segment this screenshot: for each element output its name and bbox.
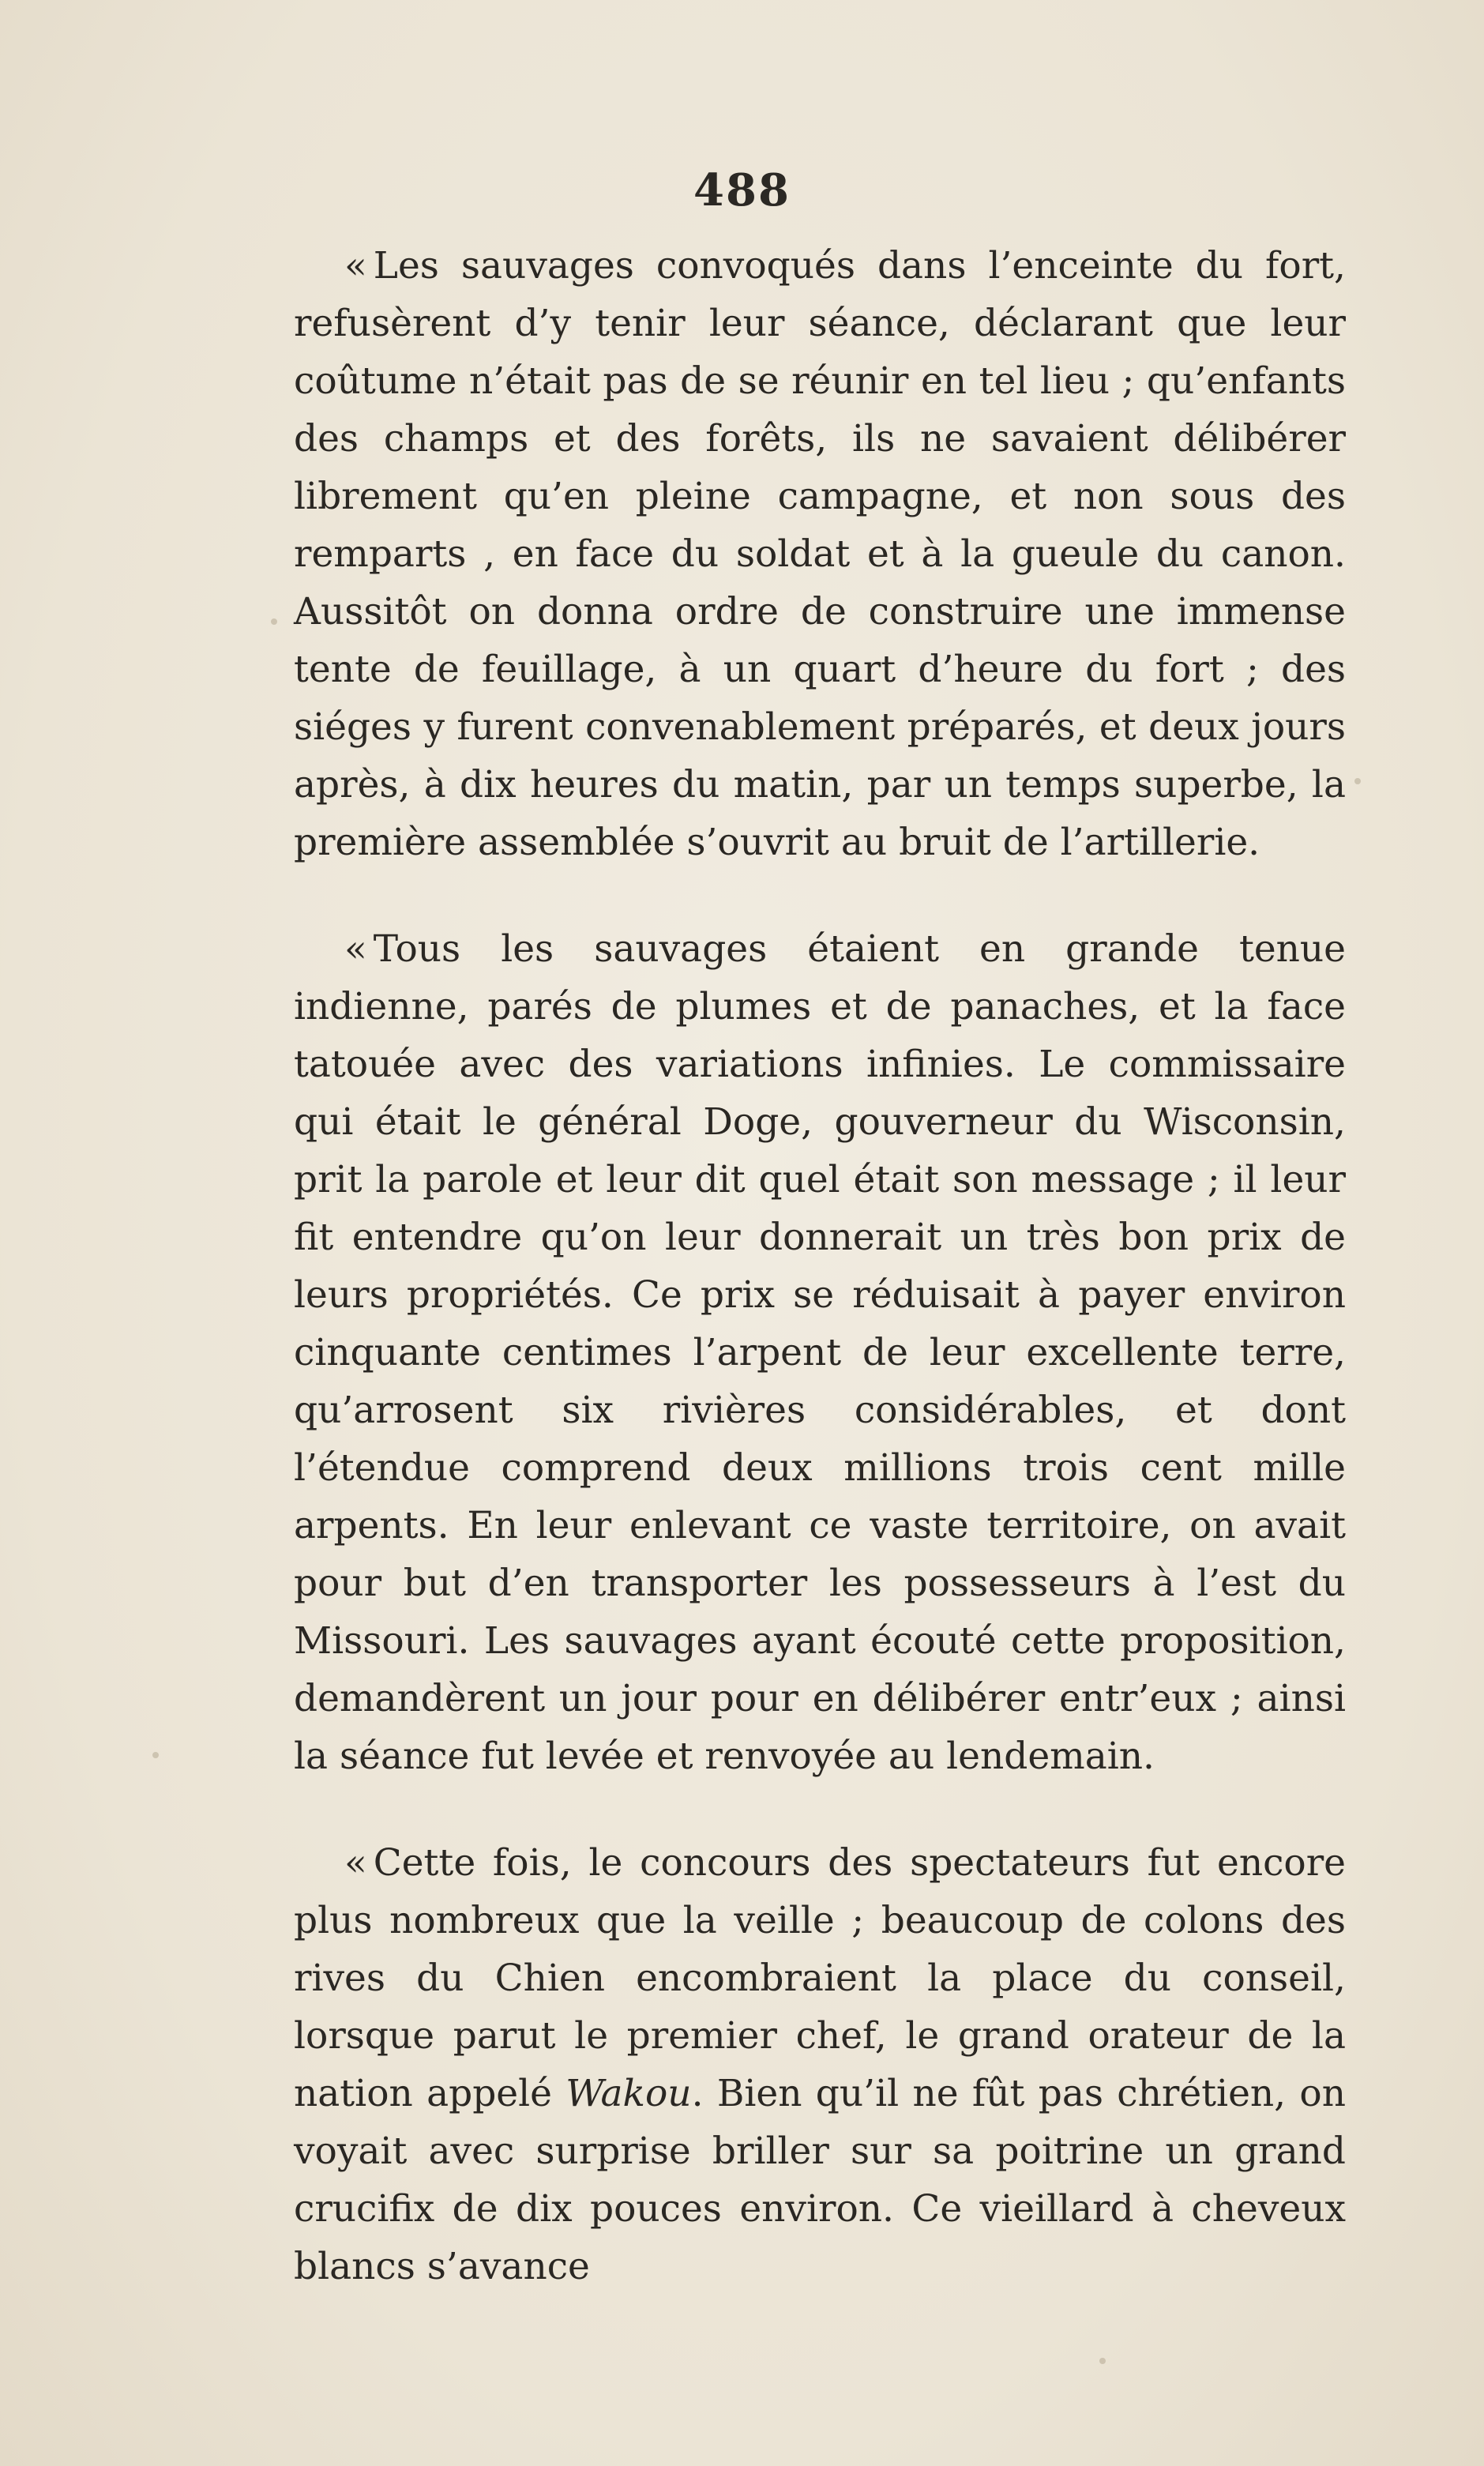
page-number: 488: [693, 164, 791, 216]
paper-speck: [1354, 778, 1361, 784]
paper-speck: [152, 1752, 159, 1758]
paper-speck: [1099, 2358, 1106, 2364]
opening-quote-mark: «: [344, 1841, 367, 1885]
body-text: [294, 237, 1346, 2344]
opening-quote-mark: «: [344, 244, 367, 288]
paragraph-2: [294, 920, 1346, 1785]
paragraph-3-text-after: . Bien qu’il ne fût pas chrétien, on voyait avec surprise briller sur sa poitrine un grand crucifix de dix pouces environ. Ce vieillard à cheveux blancs s’avance: [294, 2072, 1346, 2288]
paper-speck: [271, 618, 277, 625]
paragraph-1: [294, 237, 1346, 871]
chief-name: Wakou: [565, 2072, 692, 2115]
paragraph-2-text: Tous les sauvages étaient en grande tenue indienne, parés de plumes et de panaches, et la face tatouée avec des variations infinies. Le commissaire qui était le général Doge, gouverneur du Wisconsin, prit la parole et leur dit quel était son message ; il leur fit entendre qu’on leur donnerait un très bon prix de leurs propriétés. Ce prix se réduisait à payer environ cinquante centimes l’arpent de leur excellente terre, qu’arrosent six rivières considérables, et dont l’étendue comprend deux millions trois cent mille arpents. En leur enlevant ce vaste territoire, on avait pour but d’en transporter les possesseurs à l’est du Missouri. Les sauvages ayant écouté cette proposition, demandèrent un jour pour en délibérer entr’eux ; ainsi la séance fut levée et renvoyée au lendemain.: [294, 927, 1346, 1778]
opening-quote-mark: «: [344, 927, 367, 971]
paragraph-3: [294, 1834, 1346, 2295]
paragraph-1-text: Les sauvages convoqués dans l’enceinte du fort, refusèrent d’y tenir leur séance, déclarant que leur coûtume n’était pas de se réunir en tel lieu ; qu’enfants des champs et des forêts, ils ne savaient délibérer librement qu’en pleine campagne, et non sous des remparts , en face du soldat et à la gueule du canon. Aussitôt on donna ordre de construire une immense tente de feuillage, à un quart d’heure du fort ; des siéges y furent convenablement préparés, et deux jours après, à dix heures du matin, par un temps superbe, la première assemblée s’ouvrit au bruit de l’artillerie.: [294, 244, 1346, 864]
paragraph-3-text-before: Cette fois, le concours des spectateurs fut encore plus nombreux que la veille ; beaucoup de colons des rives du Chien encombraient la place du conseil, lorsque parut le premier chef, le grand orateur de la nation appelé: [294, 1841, 1346, 2115]
